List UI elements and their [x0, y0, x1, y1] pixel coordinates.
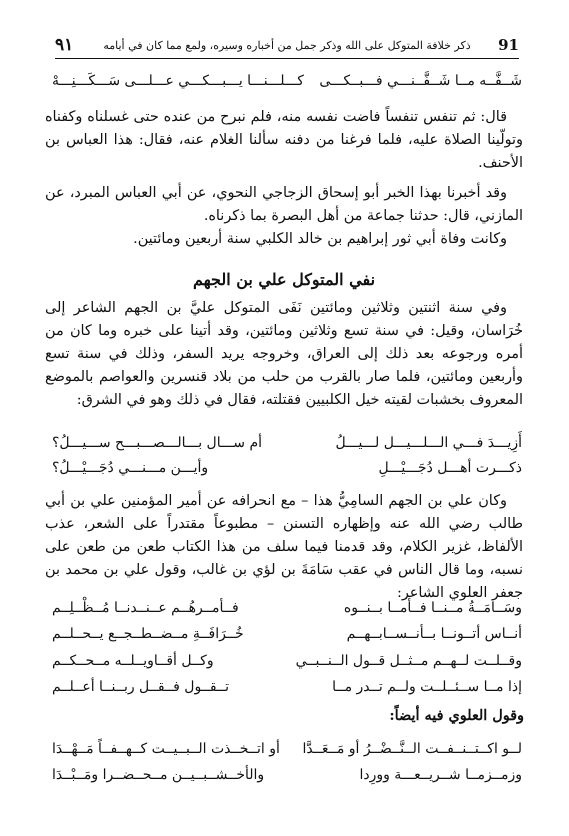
verse-line: [52, 764, 522, 786]
verse-line: [52, 70, 522, 92]
verse-line: [52, 457, 522, 479]
paragraph-block-3: [45, 490, 523, 605]
verse-second-hemistich: وكــل أقــاويــلــه مــحــكــم: [52, 653, 214, 669]
paragraph-block-2: [45, 297, 523, 412]
verse-line: [52, 432, 522, 454]
verse-line: [52, 676, 522, 698]
verse-second-hemistich: وأيـــن مـــنـــي دُجَـــيْـــلُ؟: [52, 460, 209, 476]
paragraph-block-1: [45, 106, 523, 251]
verse-first-hemistich: أَزِيـــدَ فـــي الـــلـــيـــل لـــيـــلُ: [335, 435, 522, 451]
verse-intro: وقول العلوي فيه أيضاً:: [389, 707, 524, 724]
verse-first-hemistich: إذا مــا ســئــلــت ولــم تــدر مــا: [332, 679, 522, 695]
page-header: [55, 34, 519, 59]
paragraph: وفي سنة اثنتين وثلاثين ومائتين نَفَى المتوكل عليَّ بن الجهم الشاعر إلى خُرَاسان، وقيل: في سنة تسع وثلاثين ومائتين، وقد أتينا على خبره وما كان من أمره ورجوعه بعد ذلك إلى العراق، وخروجه يريد السفر، وذلك في سنة تسع وأربعين ومائتين، فلما صار بالقرب من حلب من بلاد قنسرين والعواصم بالموضع المعروف بخشبات لقيته خيل الكلبيين فقتلته، فقال في ذلك وهو في الشرق:: [45, 300, 523, 408]
verse-line: [52, 623, 522, 645]
verse-second-hemistich: تــقــول فــقــل ربــنــا أعــلــم: [52, 679, 230, 695]
verse-second-hemistich: كـــلـــنـــا يـــبـــكـــي عـــلـــى سَـــكَـــنِـــهْ: [52, 73, 304, 89]
paragraph: قال: ثم تنفس تنفساً فاضت نفسه منه، فلم نبرح من عنده حتى غسلناه وكفناه وتولّينا الصلاة عليه، فلما فرغنا من دفنه سألنا الغلام عنه، فقال: هذا العباس بن الأحنف.: [45, 109, 523, 171]
verse-first-hemistich: وقــلــت لــهــم مــثــل قــول الــنــبــي: [295, 653, 522, 669]
paragraph: وكانت وفاة أبي ثور إبراهيم بن خالد الكلبي سنة أربعين ومائتين.: [133, 231, 507, 247]
verse-second-hemistich: أو اتــخــذت الــبــيــت كــهــفــاً مَــهْــدَا: [52, 741, 280, 757]
verse-line: [52, 597, 522, 619]
paragraph: وكان علي بن الجهم السامِيُّ هذا – مع انحرافه عن أمير المؤمنين علي بن أبي طالب رضي الله عنه وإظهاره التسنن – مطبوعاً مقتدراً على الشعر، عذب الألفاظ، غزير الكلام، وقد قدمنا فيما سلف من هذا الكتاب طعن من طعن على نسبه، وما قال الناس في عقب سَامَةَ بن لؤي بن غالب، وقول علي بن محمد بن جعفر العلوي الشاعر:: [45, 493, 523, 601]
verse-second-hemistich: فــأمــرهُــم عــنــدنــا مُــظْــلِــم: [52, 600, 239, 616]
verse-second-hemistich: والأخــشــبــيــن مــحــضــرا ومَــبْــدَا: [52, 767, 265, 783]
page-number-latin: 91: [498, 36, 519, 54]
verse-first-hemistich: أنــاس أتــونــا بــأنــســابــهــم: [346, 626, 522, 642]
page-number-arabic: ٩١: [55, 35, 74, 55]
verse-second-hemistich: أم ســـال بـــالـــصـــبـــح ســـيـــلُ؟: [52, 435, 263, 451]
running-title: ذكر خلافة المتوكل على الله وذكر جمل من أخباره وسيره، ولمع مما كان في أيامه: [103, 39, 471, 52]
verse-first-hemistich: شَــفَّــه مــا شَــفَّــنـــي فـــبــكـــى: [319, 73, 522, 89]
verse-first-hemistich: لــو اكــتــنــفــت الــنَّــضْــرُ أو مَــعَــدَّا: [302, 741, 522, 757]
verse-line: [52, 650, 522, 672]
section-heading: نفي المتوكل علي بن الجهم: [192, 270, 376, 289]
verse-first-hemistich: وزمــزمــا شــريــعـــة وورِدا: [359, 767, 522, 783]
paragraph: وقد أخبرنا بهذا الخبر أبو إسحاق الزجاجي النحوي، عن أبي العباس المبرد، عن المازني، قال: حدثنا جماعة من أهل البصرة بما ذكرناه.: [45, 185, 523, 224]
verse-line: [52, 738, 522, 760]
verse-first-hemistich: ذكـــرت أهـــل دُجَـــيْـــلِ: [378, 460, 522, 476]
verse-first-hemistich: وسَــامَــةُ مــنــا فــأمــا بــنــوه: [343, 600, 522, 616]
verse-second-hemistich: خُــرَافَــةِ مــضــطــجــع يــحــلــم: [52, 626, 244, 642]
